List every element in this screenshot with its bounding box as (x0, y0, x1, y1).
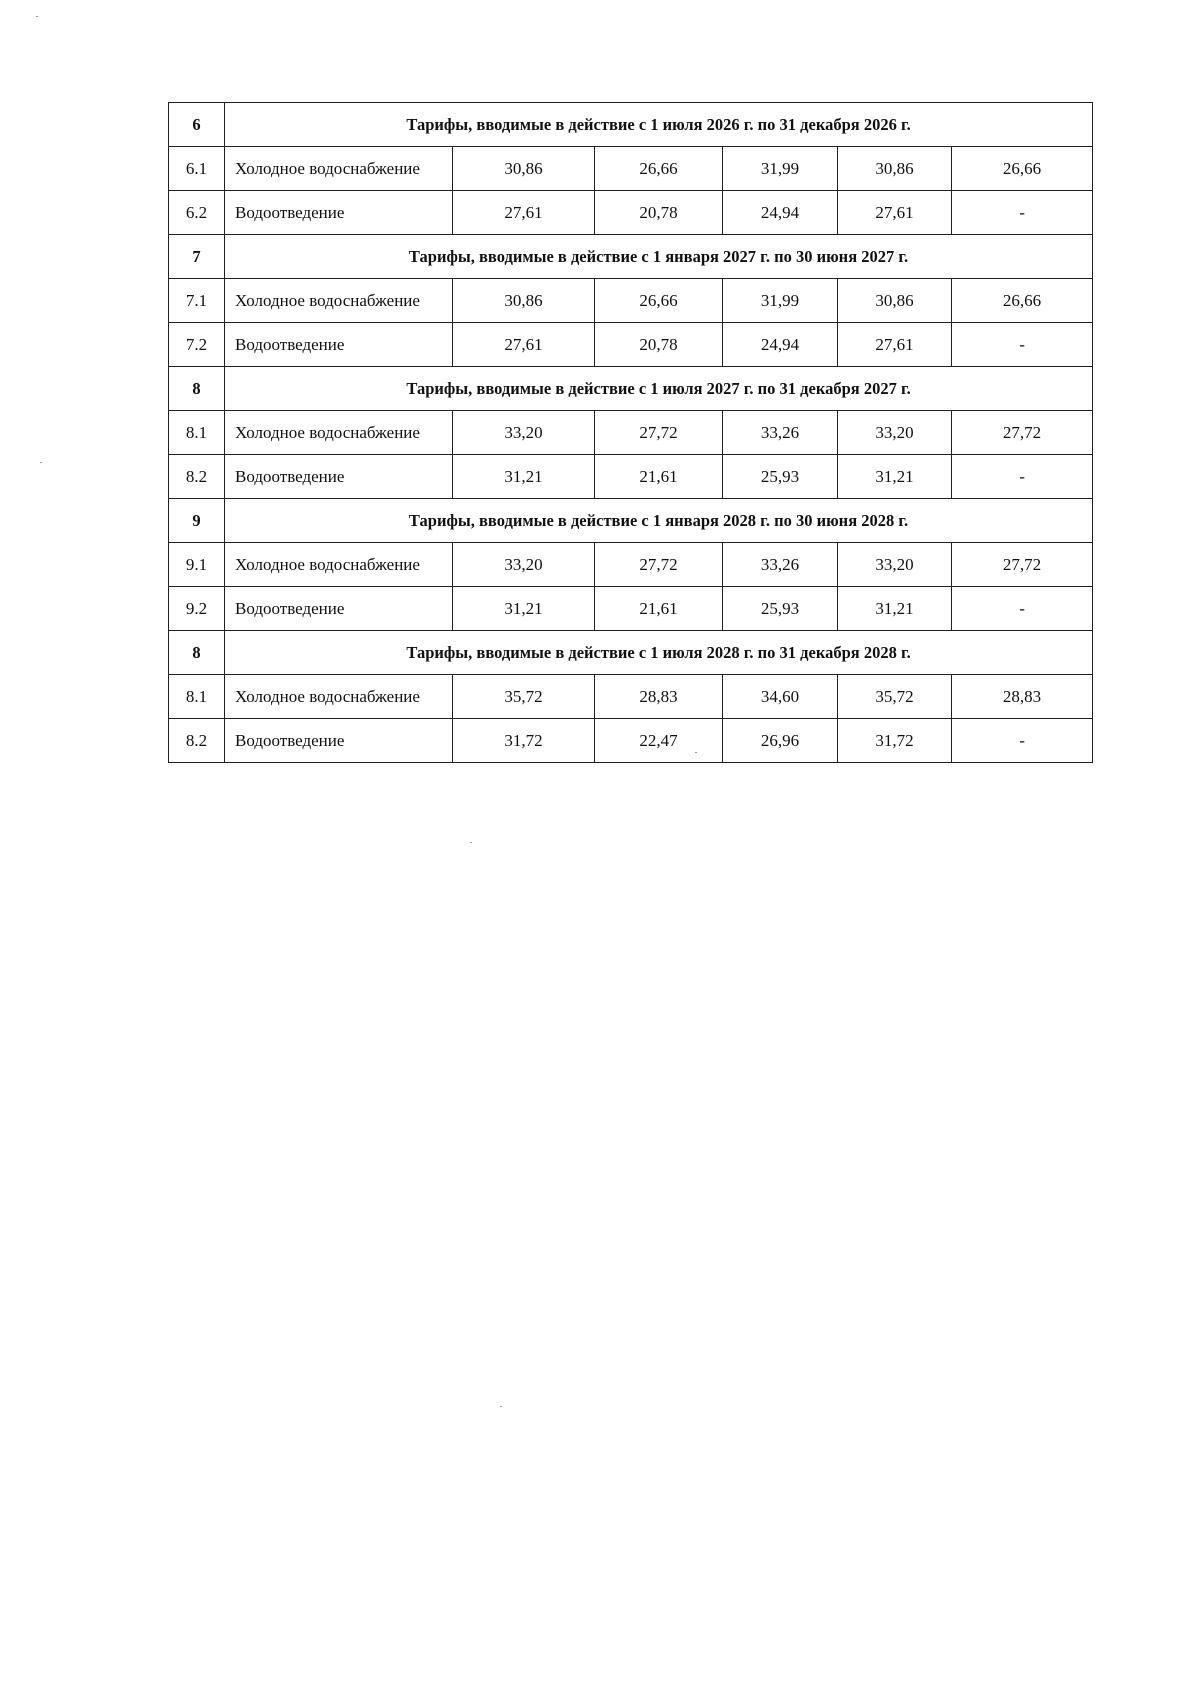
tariff-value: 30,86 (453, 147, 595, 191)
tariff-value: 20,78 (595, 191, 723, 235)
tariff-value: 21,61 (595, 587, 723, 631)
tariff-value: 26,66 (595, 147, 723, 191)
service-name: Водоотведение (225, 587, 453, 631)
row-number: 8.1 (169, 411, 225, 455)
tariff-value: - (952, 191, 1093, 235)
table-row (169, 719, 1093, 763)
tariff-value: 24,94 (723, 191, 838, 235)
tariff-value: 27,72 (952, 411, 1093, 455)
tariff-value: 33,26 (723, 543, 838, 587)
tariff-value: 34,60 (723, 675, 838, 719)
table-row (169, 455, 1093, 499)
tariff-value: 26,66 (952, 147, 1093, 191)
tariff-value: 27,61 (453, 191, 595, 235)
tariff-value: 33,20 (453, 543, 595, 587)
tariff-value: 28,83 (595, 675, 723, 719)
tariff-value: 33,20 (838, 543, 952, 587)
service-name: Водоотведение (225, 455, 453, 499)
tariff-value: 31,21 (838, 587, 952, 631)
tariff-value: - (952, 719, 1093, 763)
row-number: 9.1 (169, 543, 225, 587)
tariff-value: 27,72 (595, 543, 723, 587)
tariff-value: 27,61 (453, 323, 595, 367)
service-name: Холодное водоснабжение (225, 279, 453, 323)
tariff-value: 33,26 (723, 411, 838, 455)
tariff-value: - (952, 587, 1093, 631)
table-row (169, 279, 1093, 323)
service-name: Водоотведение (225, 719, 453, 763)
service-name: Водоотведение (225, 323, 453, 367)
tariff-value: 31,21 (838, 455, 952, 499)
tariff-value: 26,96 (723, 719, 838, 763)
row-number: 6.2 (169, 191, 225, 235)
section-title: Тарифы, вводимые в действие с 1 января 2028 г. по 30 июня 2028 г. (225, 499, 1093, 543)
tariff-value: 28,83 (952, 675, 1093, 719)
tariff-value: 31,99 (723, 147, 838, 191)
scan-speck (695, 752, 697, 753)
tariff-value: 30,86 (838, 147, 952, 191)
tariff-value: 26,66 (595, 279, 723, 323)
tariff-value: 31,21 (453, 455, 595, 499)
tariff-table-body (169, 103, 1093, 763)
section-header-row (169, 499, 1093, 543)
tariff-value: 27,61 (838, 191, 952, 235)
row-number: 8.2 (169, 719, 225, 763)
tariff-table (168, 102, 1093, 763)
tariff-value: 26,66 (952, 279, 1093, 323)
section-title: Тарифы, вводимые в действие с 1 января 2027 г. по 30 июня 2027 г. (225, 235, 1093, 279)
table-row (169, 411, 1093, 455)
tariff-value: 30,86 (838, 279, 952, 323)
row-number: 8.2 (169, 455, 225, 499)
section-number: 8 (169, 631, 225, 675)
section-number: 7 (169, 235, 225, 279)
section-header-row (169, 631, 1093, 675)
service-name: Холодное водоснабжение (225, 147, 453, 191)
row-number: 6.1 (169, 147, 225, 191)
tariff-value: 31,99 (723, 279, 838, 323)
tariff-value: 21,61 (595, 455, 723, 499)
row-number: 8.1 (169, 675, 225, 719)
row-number: 7.2 (169, 323, 225, 367)
tariff-value: 31,72 (838, 719, 952, 763)
table-row (169, 147, 1093, 191)
tariff-value: 31,21 (453, 587, 595, 631)
tariff-value: 35,72 (453, 675, 595, 719)
tariff-value: 27,72 (595, 411, 723, 455)
tariff-value: 25,93 (723, 587, 838, 631)
tariff-value: 33,20 (453, 411, 595, 455)
section-header-row (169, 103, 1093, 147)
table-row (169, 675, 1093, 719)
service-name: Водоотведение (225, 191, 453, 235)
section-number: 6 (169, 103, 225, 147)
scan-speck (36, 16, 38, 17)
service-name: Холодное водоснабжение (225, 675, 453, 719)
section-number: 9 (169, 499, 225, 543)
section-title: Тарифы, вводимые в действие с 1 июля 2026 г. по 31 декабря 2026 г. (225, 103, 1093, 147)
tariff-value: 35,72 (838, 675, 952, 719)
table-row (169, 543, 1093, 587)
scan-speck (500, 1406, 502, 1407)
section-header-row (169, 367, 1093, 411)
section-number: 8 (169, 367, 225, 411)
tariff-value: 33,20 (838, 411, 952, 455)
section-header-row (169, 235, 1093, 279)
section-title: Тарифы, вводимые в действие с 1 июля 2028 г. по 31 декабря 2028 г. (225, 631, 1093, 675)
tariff-value: 24,94 (723, 323, 838, 367)
scan-speck (40, 462, 42, 463)
tariff-value: 22,47 (595, 719, 723, 763)
service-name: Холодное водоснабжение (225, 543, 453, 587)
table-row (169, 323, 1093, 367)
service-name: Холодное водоснабжение (225, 411, 453, 455)
scan-speck (470, 842, 472, 843)
table-row (169, 587, 1093, 631)
row-number: 7.1 (169, 279, 225, 323)
table-row (169, 191, 1093, 235)
row-number: 9.2 (169, 587, 225, 631)
tariff-value: 25,93 (723, 455, 838, 499)
tariff-value: 30,86 (453, 279, 595, 323)
section-title: Тарифы, вводимые в действие с 1 июля 2027 г. по 31 декабря 2027 г. (225, 367, 1093, 411)
tariff-value: 31,72 (453, 719, 595, 763)
tariff-value: - (952, 323, 1093, 367)
tariff-value: 27,72 (952, 543, 1093, 587)
tariff-value: - (952, 455, 1093, 499)
tariff-value: 20,78 (595, 323, 723, 367)
tariff-value: 27,61 (838, 323, 952, 367)
